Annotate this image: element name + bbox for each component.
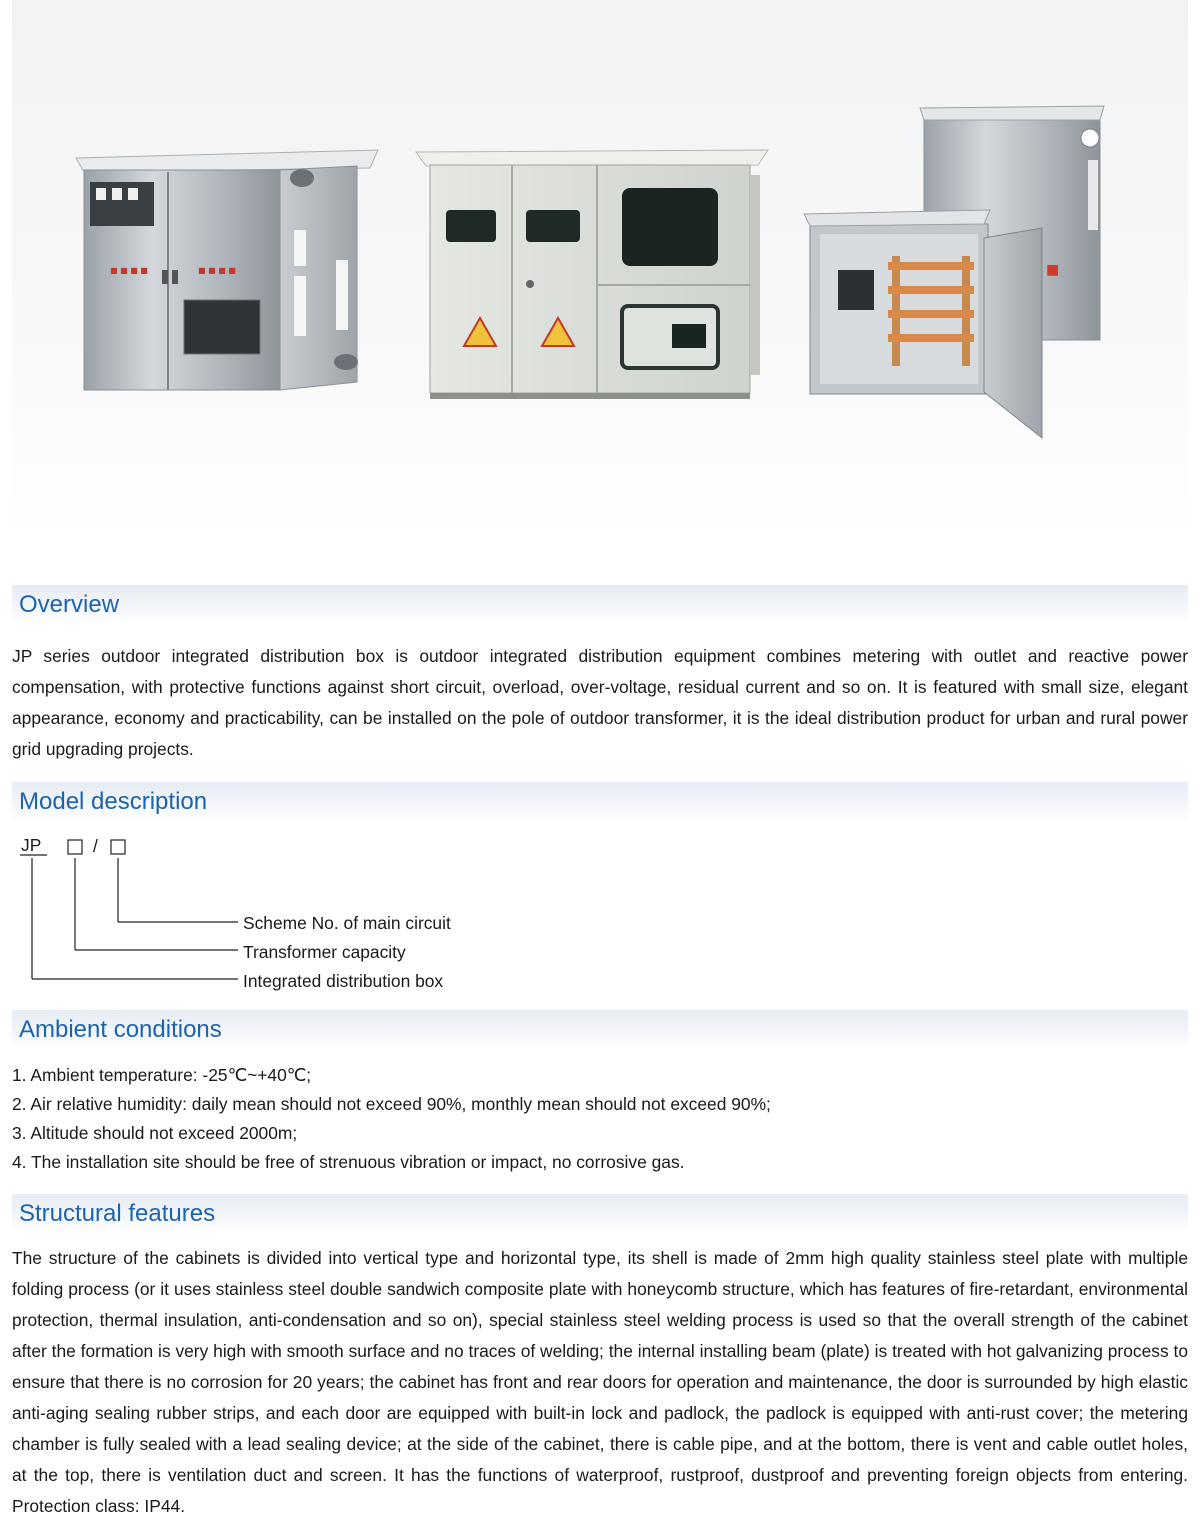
model-code-diagram [12, 830, 612, 1000]
list-item: 2. Air relative humidity: daily mean should not exceed 90%, monthly mean should not exceed 90%; [12, 1094, 771, 1114]
svg-text:■ ■ ■ ■: ■ ■ ■ ■ [110, 266, 148, 275]
svg-text:■ ■ ■ ■: ■ ■ ■ ■ [198, 266, 236, 275]
model-label-capacity: Transformer capacity [243, 942, 406, 962]
model-code-prefix: JP [21, 835, 42, 855]
cabinet-metering [416, 150, 768, 399]
section-title-structural: Structural features [19, 1200, 216, 1227]
section-header-structural [12, 1194, 1188, 1234]
model-label-box: Integrated distribution box [243, 971, 444, 991]
cabinet-open [804, 106, 1104, 438]
product-photo-banner [12, 0, 1188, 540]
list-item: 4. The installation site should be free of strenuous vibration or impact, no corrosive gas. [12, 1152, 685, 1172]
svg-text:■: ■ [1046, 262, 1060, 278]
section-title-model: Model description [19, 788, 208, 815]
section-title-overview: Overview [19, 591, 120, 618]
section-header-model [12, 782, 1188, 822]
list-item: 1. Ambient temperature: -25℃~+40℃; [12, 1065, 312, 1085]
list-item: 3. Altitude should not exceed 2000m; [12, 1123, 298, 1143]
overview-text: JP series outdoor integrated distribution box is outdoor integrated distribution equipment combines metering with outlet and reactive power compensation, with protective functions against short circuit, overload, over-voltage, residual current and so on. It is featured with small size, elegant appearance, economy and practicability, can be installed on the pole of outdoor transformer, it is the ideal distribution product for urban and rural power grid upgrading projects. [12, 646, 1188, 759]
ambient-list [12, 1061, 771, 1177]
cabinet-stainless [76, 150, 378, 390]
structural-text: The structure of the cabinets is divided into vertical type and horizontal type, its shell is made of 2mm high quality stainless steel plate with multiple folding process (or it uses stainless steel double sandwich composite plate with honeycomb structure, which has features of fire-retardant, environmental protection, thermal insulation, anti-condensation and so on), special stainless steel welding process is used so that the overall strength of the cabinet after the formation is very high with smooth surface and no traces of welding; the internal installing beam (plate) is treated with hot galvanizing process to ensure that there is no corrosion for 20 years; the cabinet has front and rear doors for operation and maintenance, the door is surrounded by high elastic anti-aging sealing rubber strips, and each door are equipped with built-in lock and padlock, the padlock is equipped with anti-rust cover; the metering chamber is fully sealed with a lead sealing device; at the side of the cabinet, there is cable pipe, and at the bottom, there is vent and cable outlet holes, at the top, there is ventilation duct and screen. It has the functions of waterproof, rustproof, dustproof and preventing foreign objects from entering. Protection class: IP44. [12, 1248, 1188, 1516]
product-illustration [12, 0, 1188, 540]
model-label-scheme: Scheme No. of main circuit [243, 913, 451, 933]
section-header-ambient [12, 1010, 1188, 1050]
section-title-ambient: Ambient conditions [19, 1016, 222, 1043]
section-header-overview [12, 585, 1188, 625]
model-slash: / [93, 836, 98, 856]
